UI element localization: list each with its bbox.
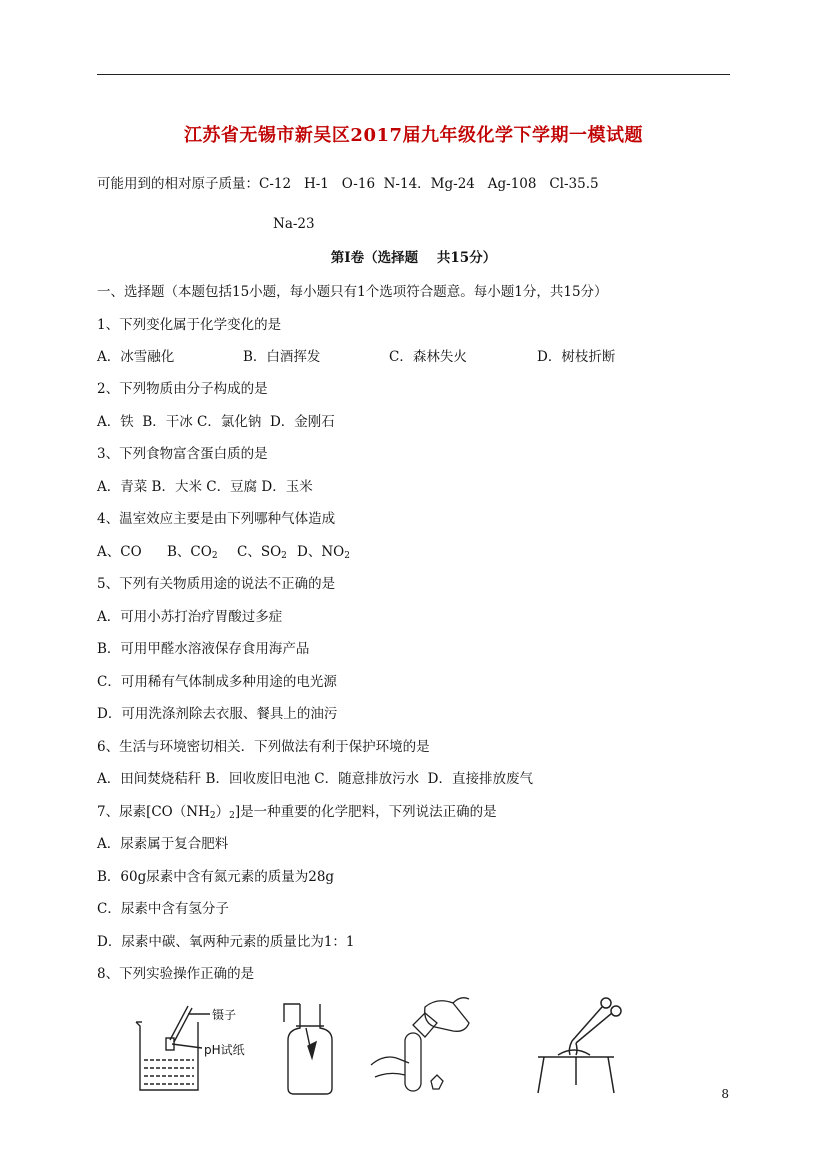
q1-option-d: D．树枝折断: [537, 349, 616, 365]
q5-option-b: B．可用甲醛水溶液保存食用海产品: [97, 641, 310, 657]
q1-option-c: C．森林失火: [389, 349, 467, 365]
q7-option-c: C．尿素中含有氢分子: [97, 901, 229, 917]
page-number: 8: [721, 1087, 729, 1101]
q4-option-b: [167, 540, 237, 561]
header-rule: [97, 74, 730, 75]
q4-option-d-sub: 2: [344, 551, 350, 561]
exam-title: 江苏省无锡市新吴区2017届九年级化学下学期一模试题: [183, 125, 644, 146]
q1-option-b: B．白酒挥发: [243, 349, 321, 365]
atomic-masses-line: [97, 172, 599, 192]
q7-stem-sub2: 2: [229, 811, 235, 821]
q4-option-c-text: C、SO: [237, 544, 282, 560]
label-ph-paper: pH试纸: [204, 1043, 245, 1057]
figure-c-pouring-liquid: [365, 993, 478, 1099]
atomic-masses-values: C-12 H-1 O-16 N-14．Mg-24 Ag-108 Cl-35.5: [259, 176, 599, 192]
q4-option-d: [297, 540, 350, 561]
q7-option-b: B．60g尿素中含有氮元素的质量为28g: [97, 869, 335, 885]
question-2-stem: 2、下列物质由分子构成的是: [97, 381, 268, 397]
q4-option-d-text: D、NO: [297, 544, 345, 560]
q1-option-a: A．冰雪融化: [97, 349, 175, 365]
label-tweezers: 镊子: [212, 1008, 237, 1022]
question-2-options: A．铁 B．干冰 C．氯化钠 D．金刚石: [97, 414, 335, 430]
q7-option-a: A．尿素属于复合肥料: [97, 836, 229, 852]
figure-d-crucible-tongs: [530, 993, 626, 1099]
q4-option-a: A、CO: [97, 544, 142, 560]
section-instructions: 一、选择题（本题包括15小题，每小题只有1个选项符合题意。每小题1分，共15分）: [97, 284, 608, 300]
question-6-stem: 6、生活与环境密切相关．下列做法有利于保护环境的是: [97, 739, 430, 755]
question-8-stem: 8、下列实验操作正确的是: [97, 966, 255, 982]
atomic-masses-cont: Na-23: [273, 216, 315, 232]
q5-option-c: C．可用稀有气体制成多种用途的电光源: [97, 674, 337, 690]
q4-option-c-sub: 2: [281, 551, 287, 561]
atomic-masses-label: 可能用到的相对原子质量：: [97, 176, 259, 192]
figure-a-ph-test: [130, 1000, 260, 1095]
question-1-stem: 1、下列变化属于化学变化的是: [97, 317, 282, 333]
figure-b-gas-bottle: [278, 998, 340, 1098]
question-3-options: A．青菜 B．大米 C．豆腐 D．玉米: [97, 479, 313, 495]
question-1-options: [97, 345, 615, 365]
section-title: 第Ⅰ卷（选择题 共15分）: [330, 250, 497, 266]
question-4-options: [97, 540, 350, 561]
q4-option-b-sub: 2: [211, 551, 218, 561]
question-6-options: A．田间焚烧秸秆 B．回收废旧电池 C．随意排放污水 D．直接排放废气: [97, 771, 533, 787]
q7-stem-part2: ）: [215, 804, 230, 820]
q5-option-a: A．可用小苏打治疗胃酸过多症: [97, 609, 283, 625]
q5-option-d: D．可用洗涤剂除去衣服、餐具上的油污: [97, 706, 338, 722]
question-7-stem: [97, 800, 497, 821]
q4-option-c: [237, 540, 297, 561]
q4-option-b-text: B、CO: [167, 544, 212, 560]
q7-option-d: D．尿素中碳、氧两种元素的质量比为1：1: [97, 934, 355, 950]
q7-stem-part3: ]是一种重要的化学肥料，下列说法正确的是: [234, 804, 497, 820]
question-4-stem: 4、温室效应主要是由下列哪种气体造成: [97, 511, 336, 527]
question-3-stem: 3、下列食物富含蛋白质的是: [97, 446, 268, 462]
q7-stem-part1: 7、尿素[CO（NH: [97, 804, 210, 820]
question-5-stem: 5、下列有关物质用途的说法不正确的是: [97, 576, 336, 592]
q7-stem-sub1: 2: [209, 811, 216, 821]
